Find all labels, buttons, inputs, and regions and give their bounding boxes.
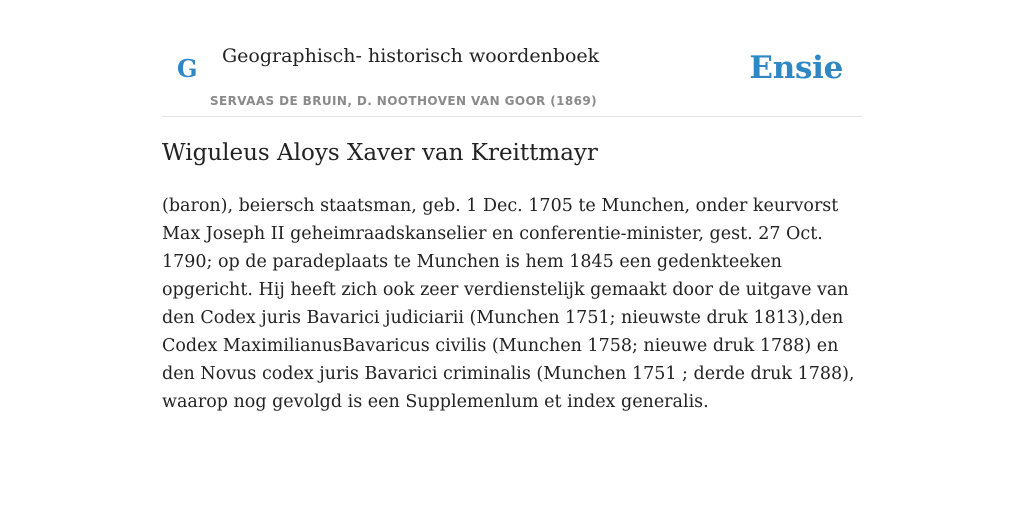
entry-title: Wiguleus Aloys Xaver van Kreittmayr xyxy=(162,140,598,166)
header xyxy=(162,0,862,117)
book-logo-letter[interactable]: G xyxy=(177,54,198,83)
brand-logo-link[interactable]: Ensie xyxy=(749,50,843,86)
entry-body: (baron), beiersch staatsman, geb. 1 Dec. 1705 te Munchen, onder keurvorst Max Joseph II geheimraadskanselier en conferentie-minister, gest. 27 Oct. 1790; op de paradeplaats te Munchen is hem 1845 een gedenkteeken opgericht. Hij heeft zich ook zeer verdienstelijk gemaakt door de uitgave van den Codex juris Bavarici judiciarii (Munchen 1751; nieuwste druk 1813),den Codex MaximilianusBavaricus civilis (Munchen 1758; nieuwe druk 1788) en den Novus codex juris Bavarici criminalis (Munchen 1751 ; derde druk 1788), waarop nog gevolgd is een Supplemenlum et index generalis. xyxy=(162,196,855,412)
book-title[interactable]: Geographisch- historisch woordenboek xyxy=(222,45,600,67)
book-authors: SERVAAS DE BRUIN, D. NOOTHOVEN VAN GOOR (1869) xyxy=(210,94,598,108)
